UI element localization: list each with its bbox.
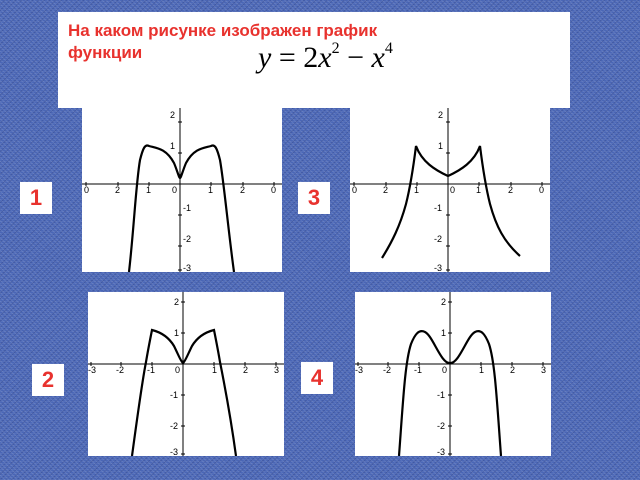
- answer-label-4[interactable]: 4: [301, 362, 333, 394]
- answer-label-3[interactable]: 3: [298, 182, 330, 214]
- graph-1[interactable]: [82, 108, 282, 272]
- x-tick-label: 0: [175, 365, 181, 375]
- formula-p2: 4: [384, 40, 393, 57]
- y-tick-label: -1: [434, 203, 443, 213]
- x-tick-label: 0: [84, 185, 90, 195]
- graph-3[interactable]: [350, 108, 550, 272]
- question-text: На каком рисунке изображен график функции: [68, 21, 378, 62]
- x-tick-label: 3: [274, 365, 280, 375]
- x-tick-label: 2: [383, 185, 389, 195]
- graph-4[interactable]: [355, 292, 551, 456]
- answer-label-1[interactable]: 1: [20, 182, 52, 214]
- y-tick-label: -1: [170, 390, 179, 400]
- formula: [258, 40, 393, 75]
- y-tick-label: 2: [441, 297, 447, 307]
- x-tick-label: 0: [271, 185, 277, 195]
- x-tick-label: -3: [88, 365, 97, 375]
- y-tick-label: -2: [437, 421, 446, 431]
- formula-p1: 2: [331, 40, 340, 57]
- x-tick-label: 0: [450, 185, 456, 195]
- x-tick-label: 0: [352, 185, 358, 195]
- x-tick-label: 0: [539, 185, 545, 195]
- y-tick-label: -2: [183, 234, 192, 244]
- y-tick-label: 1: [174, 328, 180, 338]
- x-tick-label: 0: [442, 365, 448, 375]
- curve: [132, 330, 236, 456]
- graph-4-svg: [355, 292, 551, 456]
- x-tick-label: 2: [240, 185, 246, 195]
- y-tick-label: -3: [437, 447, 446, 456]
- x-tick-label: 0: [172, 185, 178, 195]
- y-tick-label: 1: [441, 328, 447, 338]
- x-tick-label: -2: [383, 365, 392, 375]
- y-tick-label: 2: [174, 297, 180, 307]
- x-tick-label: 3: [541, 365, 547, 375]
- y-tick-label: 2: [438, 110, 444, 120]
- y-tick-label: 1: [170, 141, 176, 151]
- x-tick-label: 1: [479, 365, 485, 375]
- y-tick-label: -2: [170, 421, 179, 431]
- y-tick-label: -1: [437, 390, 446, 400]
- formula-y: y: [258, 41, 272, 74]
- x-tick-label: -2: [116, 365, 125, 375]
- graph-2-svg: [88, 292, 284, 456]
- x-tick-label: 2: [510, 365, 516, 375]
- x-tick-label: 1: [476, 185, 482, 195]
- x-tick-label: -1: [147, 365, 156, 375]
- curve: [129, 146, 234, 272]
- answer-label-2[interactable]: 2: [32, 364, 64, 396]
- x-tick-label: 2: [243, 365, 249, 375]
- y-tick-label: -3: [183, 263, 192, 272]
- x-tick-label: -1: [414, 365, 423, 375]
- x-tick-label: 1: [212, 365, 218, 375]
- y-tick-label: 1: [438, 141, 444, 151]
- question-box: [58, 12, 570, 108]
- y-tick-label: -2: [434, 234, 443, 244]
- curve: [382, 146, 520, 258]
- graph-3-svg: [350, 108, 550, 272]
- y-tick-label: 2: [170, 110, 176, 120]
- formula-x1: x: [318, 41, 332, 74]
- formula-x2: x: [371, 41, 385, 74]
- x-tick-label: 2: [508, 185, 514, 195]
- y-tick-label: -3: [170, 447, 179, 456]
- y-tick-label: -3: [434, 263, 443, 272]
- graph-2[interactable]: [88, 292, 284, 456]
- formula-eq: = 2: [271, 41, 319, 74]
- x-tick-label: -3: [355, 365, 364, 375]
- x-tick-label: 1: [208, 185, 214, 195]
- x-tick-label: 2: [115, 185, 121, 195]
- formula-minus: −: [339, 41, 372, 74]
- y-tick-label: -1: [183, 203, 192, 213]
- x-tick-label: 1: [414, 185, 420, 195]
- x-tick-label: 1: [146, 185, 152, 195]
- graph-1-svg: [82, 108, 282, 272]
